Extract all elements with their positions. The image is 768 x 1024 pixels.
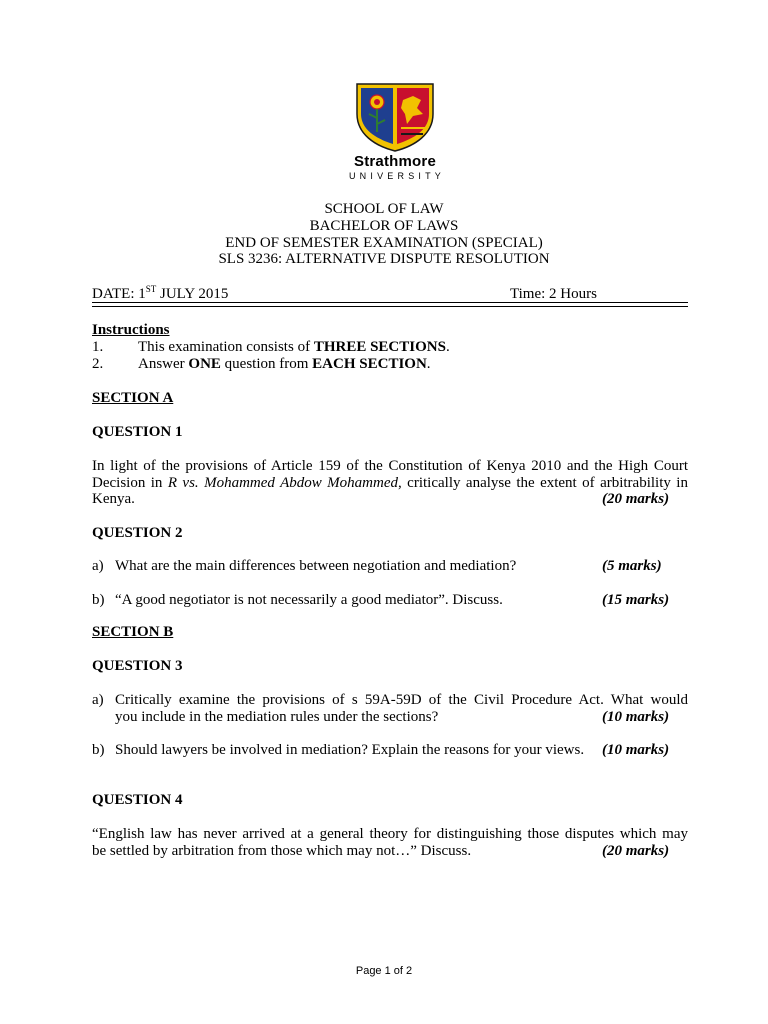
question-2a-text: What are the main differences between negotiation and mediation?	[115, 558, 517, 574]
question-1-marks: (20 marks)	[602, 491, 670, 507]
university-wordmark	[333, 153, 457, 182]
instruction-number: 2.	[92, 356, 104, 372]
shield-icon	[355, 80, 435, 152]
page-number: Page 1 of 2	[355, 965, 413, 977]
header-programme: BACHELOR OF LAWS	[309, 218, 459, 234]
question-1-title: QUESTION 1	[92, 424, 183, 440]
divider-rule	[92, 306, 688, 307]
question-2b-text: “A good negotiator is not necessarily a good mediator”. Discuss.	[115, 592, 503, 608]
instruction-item: Answer ONE question from EACH SECTION.	[138, 356, 431, 372]
question-3b-label: b)	[92, 742, 105, 758]
question-4-title: QUESTION 4	[92, 792, 183, 808]
section-a-title: SECTION A	[92, 390, 174, 406]
instruction-number: 1.	[92, 339, 104, 355]
instructions-heading: Instructions	[92, 322, 170, 338]
question-1-text: Decision in R vs. Mohammed Abdow Mohammed, critically analyse the extent of arbitrability in	[92, 475, 688, 491]
question-2a-marks: (5 marks)	[602, 558, 662, 574]
question-3b-marks: (10 marks)	[602, 742, 670, 758]
brand-subtitle: UNIVERSITY	[348, 171, 445, 181]
question-2b-label: b)	[92, 592, 105, 608]
question-3a-label: a)	[92, 692, 104, 708]
question-3b-text: Should lawyers be involved in mediation? Explain the reasons for your views.	[115, 742, 585, 758]
question-3-title: QUESTION 3	[92, 658, 183, 674]
question-2-title: QUESTION 2	[92, 525, 183, 541]
question-2b-marks: (15 marks)	[602, 592, 670, 608]
header-course: SLS 3236: ALTERNATIVE DISPUTE RESOLUTION	[218, 251, 550, 267]
exam-date: DATE: 1ST JULY 2015	[92, 284, 229, 302]
question-3a-marks: (10 marks)	[602, 709, 670, 725]
university-crest	[355, 80, 435, 157]
section-b-title: SECTION B	[92, 624, 174, 640]
header-exam: END OF SEMESTER EXAMINATION (SPECIAL)	[225, 235, 543, 251]
header-school: SCHOOL OF LAW	[324, 201, 444, 217]
question-3a-text: you include in the mediation rules under the sections?	[115, 709, 439, 725]
divider-rule	[92, 302, 688, 303]
question-2a-label: a)	[92, 558, 104, 574]
question-1-text: Kenya.	[92, 491, 135, 507]
question-3a-text: Critically examine the provisions of s 59A-59D of the Civil Procedure Act. What would	[115, 692, 688, 708]
question-4-text: “English law has never arrived at a general theory for distinguishing those disputes which may	[92, 826, 688, 842]
question-4-text: be settled by arbitration from those which may not…” Discuss.	[92, 843, 472, 859]
instruction-item: This examination consists of THREE SECTIONS.	[138, 339, 450, 355]
question-1-text: In light of the provisions of Article 159 of the Constitution of Kenya 2010 and the High Court	[92, 458, 688, 474]
brand-name: Strathmore	[353, 153, 437, 170]
exam-time: Time: 2 Hours	[510, 286, 597, 302]
question-4-marks: (20 marks)	[602, 843, 670, 859]
